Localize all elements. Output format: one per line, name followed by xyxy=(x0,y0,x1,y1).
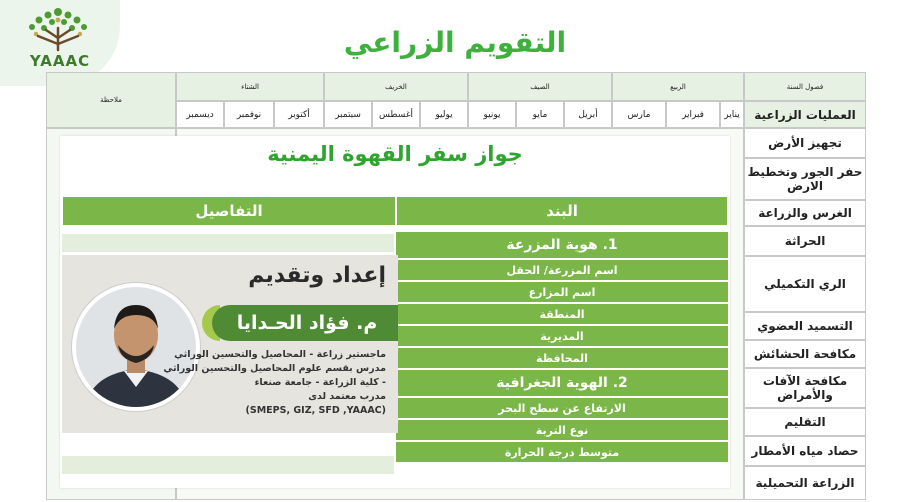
presenter-card xyxy=(62,255,398,433)
month-dec: ديسمبر xyxy=(176,101,224,128)
season-spring: الربيع xyxy=(612,72,744,101)
passport-row: اسم المزرعة/ الحقل xyxy=(396,260,728,282)
notes-header: ملاحظة xyxy=(46,72,176,128)
month-jul: يوليو xyxy=(420,101,468,128)
operation-row: التقليم xyxy=(744,408,866,436)
person-photo-icon xyxy=(76,287,196,407)
month-aug: أغسطس xyxy=(372,101,420,128)
month-nov: نوفمبر xyxy=(224,101,274,128)
operation-row: الحراثة xyxy=(744,226,866,256)
passport-row: المديرية xyxy=(396,326,728,348)
operation-row: حصاد مياه الأمطار xyxy=(744,436,866,466)
operation-row: الري التكميلي xyxy=(744,256,866,312)
panel-title: جواز سفر القهوة اليمنية xyxy=(267,142,523,166)
logo-brand: YAAAC xyxy=(29,52,91,70)
details-column-header: التفاصيل xyxy=(62,196,396,226)
presenter-name: م. فؤاد الحـدايا xyxy=(212,305,398,341)
page-title: التقويم الزراعي xyxy=(343,26,567,59)
bio-line: مدرس بقسم علوم المحاصيل والتحسين الوراثي xyxy=(163,363,386,374)
passport-row: الارتفاع عن سطح البحر xyxy=(396,398,728,420)
operation-row: التسميد العضوي xyxy=(744,312,866,340)
month-may: مايو xyxy=(516,101,564,128)
season-winter: الشتاء xyxy=(176,72,324,101)
month-sep: سبتمبر xyxy=(324,101,372,128)
presenter-photo xyxy=(72,283,200,411)
details-cell xyxy=(62,234,394,254)
tree-logo-icon xyxy=(22,6,94,52)
prepared-by-label: إعداد وتقديم xyxy=(248,263,386,288)
operation-row: مكافحة الحشائش xyxy=(744,340,866,368)
operation-row: مكافحة الآفات والأمراض xyxy=(744,368,866,408)
bio-line: مدرب معتمد لدى xyxy=(308,391,386,402)
month-jun: يونيو xyxy=(468,101,516,128)
season-summer: الصيف xyxy=(468,72,612,101)
month-feb: فبراير xyxy=(666,101,720,128)
passport-row: المحافظة xyxy=(396,348,728,370)
passport-row: متوسط درجة الحرارة xyxy=(396,442,728,464)
bio-line: ماجستير زراعة - المحاصيل والتحسين الوراثي xyxy=(174,349,386,360)
operation-row: الغرس والزراعة xyxy=(744,200,866,226)
ops-header: العمليات الزراعية xyxy=(744,101,866,128)
passport-row: نوع التربة xyxy=(396,420,728,442)
month-mar: مارس xyxy=(612,101,666,128)
passport-row: 1. هوية المزرعة xyxy=(396,232,728,260)
item-column-header: البند xyxy=(396,196,728,226)
details-cell xyxy=(62,456,394,476)
passport-row: 2. الهوية الجغرافية xyxy=(396,370,728,398)
operation-row: الزراعة التحميلية xyxy=(744,466,866,500)
passport-row: المنطقة xyxy=(396,304,728,326)
bio-line: (SMEPS, GIZ, SFD ,YAAAC) xyxy=(245,405,386,416)
passport-row: اسم المزارع xyxy=(396,282,728,304)
month-jan: يناير xyxy=(720,101,744,128)
operation-row: تجهيز الأرض xyxy=(744,128,866,158)
operation-row: حفر الجور وتخطيط الارض xyxy=(744,158,866,200)
month-oct: أكتوبر xyxy=(274,101,324,128)
season-header: فصول السنة xyxy=(744,72,866,101)
bio-line: - كلية الزراعة - جامعة صنعاء xyxy=(254,377,386,388)
season-autumn: الخريف xyxy=(324,72,468,101)
month-apr: أبريل xyxy=(564,101,612,128)
